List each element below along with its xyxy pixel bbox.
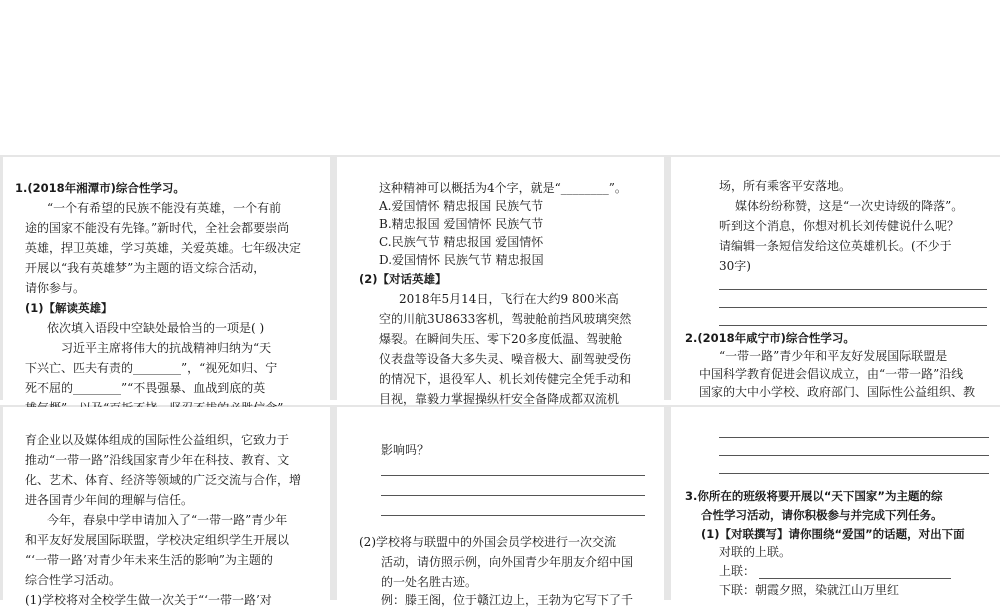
option-a: A.爱国情怀 精忠报国 民族气节	[379, 199, 544, 213]
text-line: 今年，春泉中学申请加入了“一带一路”青少年	[47, 513, 288, 527]
answer-line	[381, 515, 645, 516]
text-line: 30字)	[719, 259, 751, 273]
text-line: 进各国青少年间的理解与信任。	[25, 493, 194, 507]
page-panel-1	[3, 157, 330, 400]
text-line: “一个有希望的民族不能没有英雄，一个有前	[47, 201, 282, 215]
text-line: 依次填入语段中空缺处最恰当的一项是( )	[47, 321, 265, 335]
text-line: 目视，靠毅力掌握操纵杆安全备降成都双流机	[379, 392, 620, 406]
page-panel-4	[3, 407, 330, 607]
section-heading: (1)【对联撰写】请你围绕“爱国”的话题，对出下面	[701, 527, 965, 541]
text-line: 仪表盘等设备大多失灵、噪音极大、副驾驶受伤	[379, 352, 632, 366]
text-line: 化、艺术、体育、经济等领域的广泛交流与合作，增	[25, 473, 302, 487]
option-d: D.爱国情怀 民族气节 精忠报国	[379, 253, 544, 267]
text-line: 请编辑一条短信发给这位英雄机长。(不少于	[719, 239, 952, 253]
text-line: 空的川航3U8633客机，驾驶舱前挡风玻璃突然	[379, 312, 632, 326]
text-line: 死不屈的________”“不畏强暴、血战到底的英	[25, 381, 266, 395]
couplet-lower: 下联：朝霞夕照，染就江山万里红	[719, 583, 900, 597]
section-heading: (2)【对话英雄】	[359, 272, 447, 286]
answer-line	[381, 475, 645, 476]
text-line: 的一处名胜古迹。	[381, 575, 478, 589]
page-panel-2	[337, 157, 664, 406]
text-line: 爆裂。在瞬间失压、零下20多度低温、驾驶舱	[379, 332, 623, 346]
question-2-title: 2.(2018年咸宁市)综合性学习。	[685, 331, 855, 345]
text-line: 这种精神可以概括为4个字，就是“________”。	[379, 181, 627, 195]
text-line: 影响吗？	[381, 443, 430, 457]
answer-line	[719, 455, 989, 456]
question-1-title: 1.(2018年湘潭市)综合性学习。	[15, 181, 185, 195]
text-line: 推动“一带一路”沿线国家青少年在科技、教育、文	[25, 453, 290, 467]
option-b: B.精忠报国 爱国情怀 民族气节	[379, 217, 544, 231]
text-line: “‘一带一路’对青少年未来生活的影响”为主题的	[25, 553, 273, 567]
text-line: 习近平主席将伟大的抗战精神归纳为“天	[61, 341, 272, 355]
text-line: (1)学校将对全校学生做一次关于“‘一带一路’对	[25, 593, 272, 607]
text-line: 国家的大中小学校、政府部门、国际性公益组织、教	[699, 385, 976, 399]
text-line: 2018年5月14日，飞行在大约9 800米高	[399, 292, 619, 306]
answer-line	[719, 437, 989, 438]
text-line: 媒体纷纷称赞，这是“一次史诗级的降落”。	[735, 199, 964, 213]
text-line: 对联的上联。	[719, 545, 792, 559]
couplet-upper-label: 上联：	[719, 564, 756, 578]
text-line: 的情况下，退役军人、机长刘传健完全凭手动和	[379, 372, 632, 386]
text-line: 听到这个消息，你想对机长刘传健说什么呢？	[719, 219, 960, 233]
text-line: 例：滕王阁，位于赣江边上，王勃为它写下了千	[381, 593, 634, 607]
page-panel-5	[337, 407, 664, 607]
text-line: 中国科学教育促进会倡议成立，由“一带一路”沿线	[699, 367, 964, 381]
page-panel-6	[671, 407, 1000, 600]
text-line: 请你参与。	[25, 281, 86, 295]
upper-couplet-blank[interactable]	[759, 578, 951, 579]
text-line: 和平友好发展国际联盟，学校决定组织学生开展以	[25, 533, 290, 547]
text-line: 合性学习活动，请你积极参与并完成下列任务。	[701, 508, 943, 522]
text-line: 活动，请仿照示例，向外国青少年朋友介绍中国	[381, 555, 634, 569]
text-line: 英雄，捍卫英雄，学习英雄，关爱英雄。七年级决定	[25, 241, 302, 255]
answer-line	[719, 289, 987, 290]
section-heading: (1)【解读英雄】	[25, 301, 113, 315]
answer-line	[719, 325, 987, 326]
text-line: 场，所有乘客平安落地。	[719, 179, 852, 193]
question-3-title: 3.你所在的班级将要开展以“天下国家”为主题的综	[685, 489, 943, 503]
text-line: “一带一路”青少年和平友好发展国际联盟是	[719, 349, 948, 363]
text-line: (2)学校将与联盟中的外国会员学校进行一次交流	[359, 535, 616, 549]
answer-line	[381, 495, 645, 496]
text-line: 下兴亡、匹夫有责的________”，“视死如归、宁	[25, 361, 278, 375]
option-c: C.民族气节 精忠报国 爱国情怀	[379, 235, 544, 249]
text-line: 综合性学习活动。	[25, 573, 122, 587]
answer-line	[719, 473, 989, 474]
text-line: 育企业以及媒体组成的国际性公益组织，它致力于	[25, 433, 290, 447]
page-panel-3	[671, 157, 1000, 400]
answer-line	[719, 307, 987, 308]
text-line: 途的国家不能没有先锋。”新时代，全社会都要崇尚	[25, 221, 290, 235]
text-line: 开展以“我有英雄梦”为主题的语文综合活动，	[25, 261, 266, 275]
